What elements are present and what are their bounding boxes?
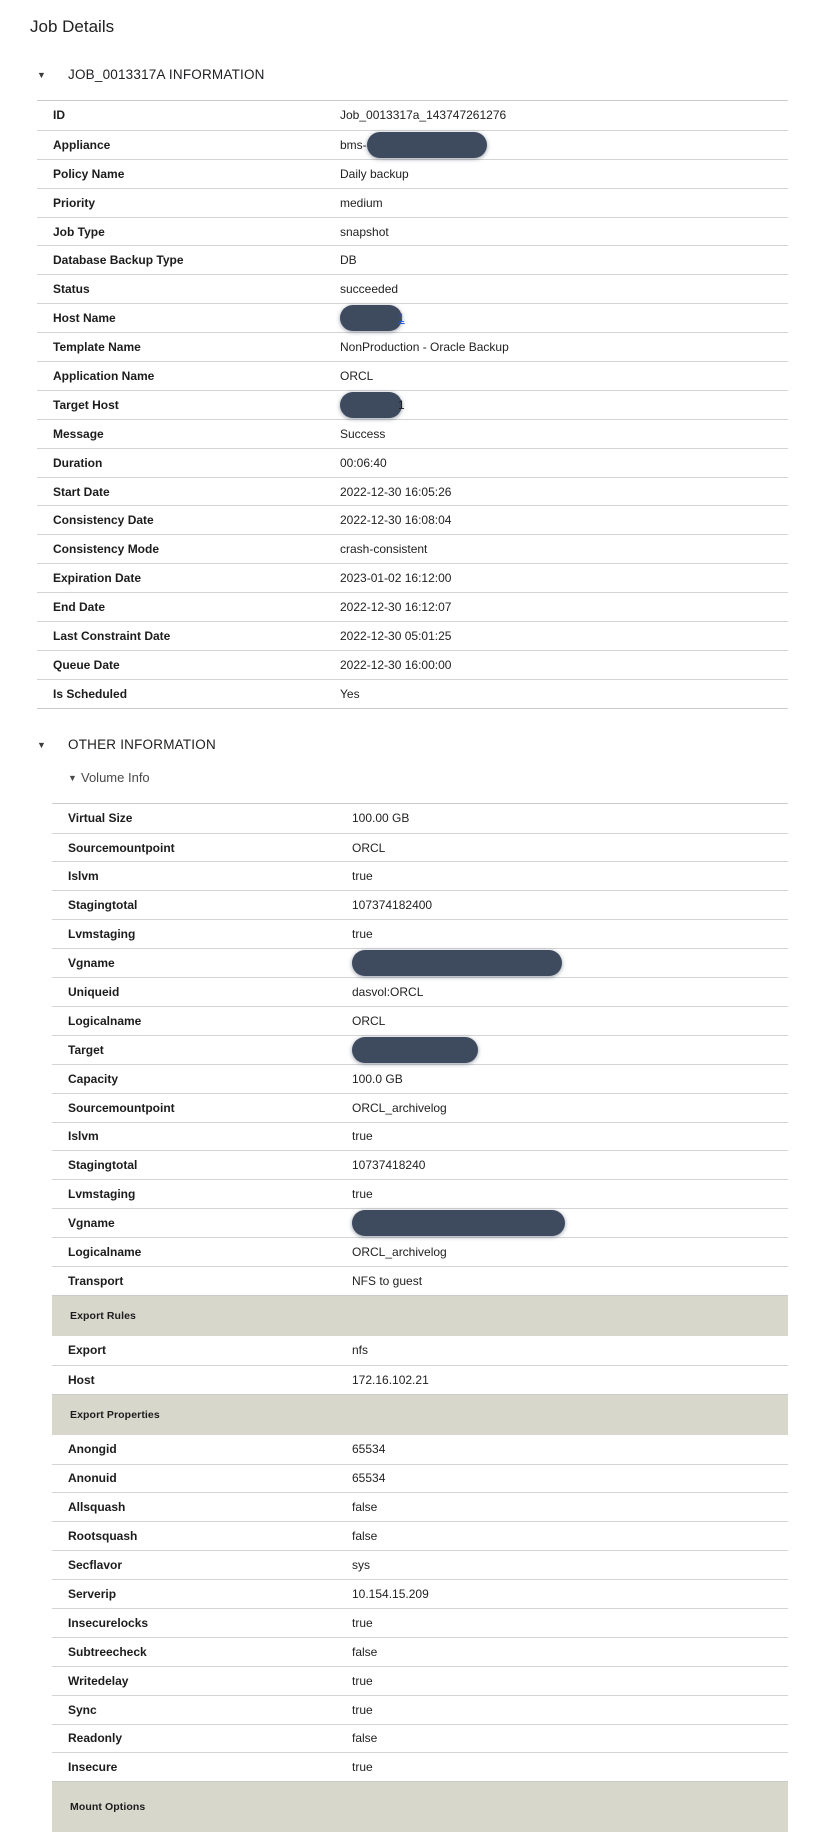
field-value [352, 1645, 788, 1659]
value-text: 00:06:40 [340, 455, 387, 470]
field-value [352, 927, 788, 941]
table-row [37, 101, 788, 130]
field-label: Job Type [53, 224, 105, 239]
field-label: Islvm [68, 869, 99, 884]
field-value [352, 1442, 788, 1456]
redacted-value-pill [352, 1210, 565, 1236]
value-text: 2022-12-30 16:00:00 [340, 657, 452, 672]
field-value [340, 108, 788, 122]
table-row [37, 274, 788, 303]
field-label: Readonly [68, 1731, 123, 1746]
field-value [340, 392, 788, 418]
table-row [52, 919, 788, 948]
table-row [52, 1336, 788, 1365]
field-value [340, 571, 788, 585]
table-row [52, 1550, 788, 1579]
redacted-value-pill [352, 1037, 478, 1063]
field-label: Sourcemountpoint [68, 840, 175, 855]
value-text: ORCL_archivelog [352, 1100, 447, 1115]
table-row [37, 448, 788, 477]
section-title: JOB_0013317A INFORMATION [68, 67, 265, 82]
field-label: Status [53, 282, 90, 297]
value-text: NFS to guest [352, 1273, 423, 1288]
field-label: Application Name [53, 368, 155, 383]
field-label: Policy Name [53, 166, 125, 181]
field-label: Start Date [53, 484, 110, 499]
section-title: OTHER INFORMATION [68, 736, 216, 752]
subsection-title: Volume Info [81, 769, 150, 785]
table-rows-group [52, 803, 788, 1296]
table-row [37, 361, 788, 390]
table-row [37, 592, 788, 621]
table-row [37, 679, 788, 708]
field-label: Host [68, 1372, 95, 1387]
table-row [37, 477, 788, 506]
table-row [37, 419, 788, 448]
field-value [352, 841, 788, 855]
field-label: Target [68, 1042, 104, 1057]
table-row [52, 1724, 788, 1753]
value-text: true [352, 927, 373, 942]
table-row [37, 303, 788, 332]
field-value [352, 1037, 788, 1063]
redacted-value-pill [367, 132, 487, 158]
field-label: Export [68, 1343, 107, 1358]
field-label: Capacity [68, 1071, 119, 1086]
field-value [340, 305, 788, 331]
value-text: true [352, 1615, 373, 1630]
field-value [340, 658, 788, 672]
table-row [52, 1006, 788, 1035]
field-label: Insecurelocks [68, 1615, 149, 1630]
value-text: Success [340, 426, 386, 441]
table-row [52, 1492, 788, 1521]
value-text: 10737418240 [352, 1158, 426, 1173]
value-text: true [352, 869, 373, 884]
field-label: Message [53, 426, 104, 441]
field-value [352, 1558, 788, 1572]
field-value [340, 340, 788, 354]
value-text: dasvol:ORCL [352, 984, 424, 999]
redacted-value-pill [340, 305, 402, 331]
field-value [340, 629, 788, 643]
table-row [37, 130, 788, 159]
field-value [352, 1101, 788, 1115]
field-label: Stagingtotal [68, 1158, 138, 1173]
field-value [340, 456, 788, 470]
value-text: bms- [340, 137, 367, 152]
field-value [352, 811, 788, 825]
field-value [340, 687, 788, 701]
field-label: Rootsquash [68, 1529, 138, 1544]
field-label: Allsquash [68, 1500, 126, 1515]
table-rows-group [52, 1435, 788, 1783]
field-label: Sourcemountpoint [68, 1100, 175, 1115]
field-value [352, 1373, 788, 1387]
field-value [352, 898, 788, 912]
field-label: Insecure [68, 1760, 118, 1775]
field-label: Sync [68, 1702, 97, 1717]
field-label: Lvmstaging [68, 927, 136, 942]
field-label: Consistency Date [53, 513, 154, 528]
value-text: 65534 [352, 1442, 386, 1457]
value-text: 2022-12-30 16:08:04 [340, 513, 452, 528]
table-row [52, 1064, 788, 1093]
field-value [352, 1129, 788, 1143]
table-row [52, 1666, 788, 1695]
value-text: ORCL [340, 368, 374, 383]
table-row [52, 804, 788, 833]
table-row [37, 621, 788, 650]
field-label: Transport [68, 1273, 124, 1288]
field-label: Anongid [68, 1442, 117, 1457]
value-text: NonProduction - Oracle Backup [340, 340, 509, 355]
field-label: Target Host [53, 397, 119, 412]
field-label: Islvm [68, 1129, 99, 1144]
field-value [352, 1187, 788, 1201]
field-value [352, 1587, 788, 1601]
field-value [352, 1703, 788, 1717]
field-label: Virtual Size [68, 811, 133, 826]
value-text: true [352, 1129, 373, 1144]
field-label: Stagingtotal [68, 898, 138, 913]
value-text: ORCL_archivelog [352, 1245, 447, 1259]
field-value [352, 1158, 788, 1172]
field-value [340, 513, 788, 527]
value-text: 2022-12-30 05:01:25 [340, 628, 452, 643]
field-value [340, 225, 788, 239]
table-row [52, 1579, 788, 1608]
field-value [352, 1072, 788, 1086]
value-text: 10.154.15.209 [352, 1587, 429, 1602]
field-label: Last Constraint Date [53, 628, 171, 643]
group-header-band [52, 1395, 788, 1435]
value-text: medium [340, 195, 383, 210]
field-value [340, 167, 788, 181]
table-row [52, 1752, 788, 1781]
field-label: Writedelay [68, 1673, 129, 1688]
field-label: Appliance [53, 137, 111, 152]
field-label: Logicalname [68, 1013, 142, 1028]
value-text: 100.00 GB [352, 811, 410, 826]
value-text: crash-consistent [340, 542, 428, 557]
value-text: 107374182400 [352, 898, 433, 913]
field-label: Database Backup Type [53, 253, 184, 268]
field-value [340, 369, 788, 383]
table-rows-group [52, 1336, 788, 1395]
group-header-label: Mount Options [70, 1801, 146, 1814]
field-value [352, 1343, 788, 1357]
value-text: 2022-12-30 16:05:26 [340, 484, 452, 499]
volume-info-table [52, 803, 788, 1832]
value-text: 2022-12-30 16:12:07 [340, 600, 452, 615]
field-value [352, 1731, 788, 1745]
field-value [352, 1529, 788, 1543]
group-header-band [52, 1296, 788, 1336]
table-rows-group [37, 100, 788, 709]
value-text: 65534 [352, 1471, 386, 1486]
table-row [52, 1208, 788, 1237]
table-row [37, 159, 788, 188]
field-value [340, 485, 788, 499]
table-row [52, 977, 788, 1006]
table-row [52, 1365, 788, 1394]
field-value [340, 196, 788, 210]
table-row [52, 1266, 788, 1295]
field-value [340, 132, 788, 158]
value-text: ORCL [352, 1013, 386, 1028]
field-label: Priority [53, 195, 96, 210]
group-header-label: Export Rules [70, 1309, 136, 1322]
value-text: Yes [340, 686, 360, 701]
field-label: Queue Date [53, 657, 120, 672]
value-text: nfs [352, 1343, 369, 1358]
field-label: Vgname [68, 1216, 115, 1231]
redacted-value-pill [352, 950, 562, 976]
field-label: End Date [53, 600, 106, 615]
field-value [340, 427, 788, 441]
value-text: ORCL [352, 840, 386, 855]
value-text: snapshot [340, 224, 389, 239]
field-value [352, 1500, 788, 1514]
value-text: false [352, 1529, 378, 1544]
section-header-job-information[interactable] [37, 66, 826, 84]
field-label: Expiration Date [53, 571, 142, 586]
table-row [52, 1695, 788, 1724]
field-label: Lvmstaging [68, 1187, 136, 1202]
table-row [37, 245, 788, 274]
value-text: 2023-01-02 16:12:00 [340, 571, 452, 586]
table-row [37, 505, 788, 534]
value-text: succeeded [340, 282, 399, 297]
field-label: Uniqueid [68, 984, 120, 999]
field-label: Template Name [53, 340, 141, 355]
table-row [37, 563, 788, 592]
table-row [52, 1637, 788, 1666]
value-text: true [352, 1760, 373, 1775]
value-text: 1 [398, 397, 405, 412]
field-value [352, 1245, 788, 1259]
value-text: 100.0 GB [352, 1071, 403, 1086]
value-text: sys [352, 1558, 370, 1573]
collapse-triangle-icon[interactable]: ▼ [68, 772, 77, 783]
field-label: Duration [53, 455, 103, 470]
field-value [340, 542, 788, 556]
field-label: Vgname [68, 956, 115, 971]
field-value [340, 253, 788, 267]
field-label: Host Name [53, 311, 116, 326]
page-title: Job Details [30, 17, 115, 36]
host-name-link[interactable]: 1 [398, 311, 405, 326]
subsection-header-volume-info[interactable] [68, 769, 826, 787]
table-row [52, 1150, 788, 1179]
value-text: false [352, 1731, 378, 1746]
table-row [52, 1435, 788, 1464]
value-text: DB [340, 253, 357, 268]
value-text: true [352, 1187, 373, 1202]
value-text: false [352, 1644, 378, 1659]
table-row [52, 1237, 788, 1266]
field-value [352, 1616, 788, 1630]
redacted-value-pill [340, 392, 402, 418]
value-text: true [352, 1702, 373, 1717]
field-value [352, 1760, 788, 1774]
table-row [52, 948, 788, 977]
table-row [52, 1608, 788, 1637]
field-value [352, 1274, 788, 1288]
table-row [37, 217, 788, 246]
table-row [52, 1093, 788, 1122]
field-label: ID [53, 108, 65, 123]
table-row [52, 833, 788, 862]
value-text: true [352, 1673, 373, 1688]
value-text: false [352, 1500, 378, 1515]
field-label: Serverip [68, 1587, 117, 1602]
table-row [52, 1122, 788, 1151]
value-text: Job_0013317a_143747261276 [340, 108, 507, 123]
field-value [352, 1210, 788, 1236]
field-value [352, 1471, 788, 1485]
field-value [352, 1674, 788, 1688]
table-row [52, 861, 788, 890]
field-label: Secflavor [68, 1558, 123, 1573]
field-label: Subtreecheck [68, 1644, 147, 1659]
field-value [352, 1014, 788, 1028]
table-row [52, 1464, 788, 1493]
field-label: Anonuid [68, 1471, 117, 1486]
group-header-band [52, 1782, 788, 1832]
value-text: Daily backup [340, 166, 409, 181]
field-label: Logicalname [68, 1245, 142, 1259]
group-header-label: Export Properties [70, 1408, 160, 1421]
field-label: Consistency Mode [53, 542, 160, 557]
section-header-other-information[interactable] [37, 736, 826, 754]
value-text: 172.16.102.21 [352, 1372, 429, 1387]
field-value [340, 282, 788, 296]
field-value [352, 869, 788, 883]
table-row [52, 1521, 788, 1550]
job-info-table [37, 100, 788, 709]
field-label: Is Scheduled [53, 686, 128, 701]
table-row [37, 650, 788, 679]
table-row [52, 1035, 788, 1064]
table-row [37, 332, 788, 361]
table-row [37, 390, 788, 419]
table-row [37, 188, 788, 217]
table-row [52, 1179, 788, 1208]
field-value [352, 950, 788, 976]
table-row [52, 890, 788, 919]
collapse-triangle-icon[interactable]: ▼ [37, 70, 46, 80]
field-value [340, 600, 788, 614]
collapse-triangle-icon[interactable]: ▼ [37, 739, 46, 750]
table-row [37, 534, 788, 563]
field-value [352, 985, 788, 999]
